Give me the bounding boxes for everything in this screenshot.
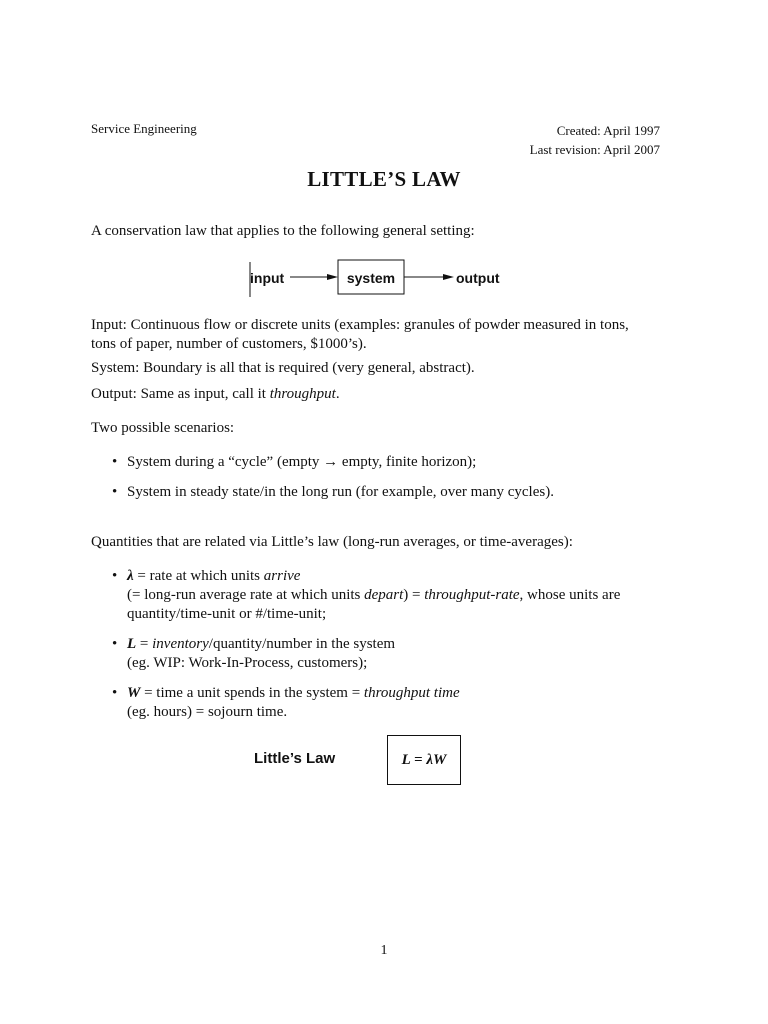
- diagram-output-label: output: [456, 270, 500, 286]
- lambda-symbol: λ: [127, 568, 134, 584]
- diagram-system-label: system: [346, 270, 396, 286]
- input-definition: [91, 316, 681, 354]
- bullet-mark: •: [112, 484, 118, 500]
- list-item: • System in steady state/in the long run (for example, over many cycles).: [112, 484, 554, 500]
- bullet-mark: •: [112, 636, 118, 652]
- page-number: 1: [380, 943, 388, 958]
- header-created: Created: April 1997: [556, 123, 660, 138]
- header-dates: [530, 121, 660, 159]
- diagram-input-label: input: [250, 270, 285, 286]
- scenarios-list: [91, 453, 691, 502]
- page-title: LITTLE’S LAW: [307, 167, 461, 191]
- intro-text: A conservation law that applies to the following general setting:: [91, 223, 475, 239]
- bullet-mark: •: [112, 454, 118, 470]
- output-definition: Output: Same as input, call it throughput.: [91, 386, 340, 402]
- L-symbol: L: [127, 636, 137, 652]
- bullet-mark: •: [112, 685, 118, 701]
- quantities-heading: Quantities that are related via Little’s law (long-run averages, or time-averages):: [91, 534, 573, 550]
- arrowhead-input: [327, 274, 338, 280]
- list-item: • System during a “cycle” (empty → empty, finite horizon);: [112, 454, 477, 470]
- input-definition-line2: tons of paper, number of customers, $1000’s).: [91, 336, 367, 352]
- header-course: Service Engineering: [91, 121, 197, 136]
- list-item-L: • L = inventory/quantity/number in the system (eg. WIP: Work-In-Process, customers);: [112, 636, 396, 671]
- W-symbol: W: [127, 685, 141, 701]
- header-revision: Last revision: April 2007: [529, 142, 660, 157]
- throughput-term: throughput: [269, 386, 336, 402]
- littles-law-formula: L = λW: [387, 735, 461, 785]
- list-item-lambda: • λ = rate at which units arrive (= long-run average rate at which units depart) = throughput-rate, whose units are quantity/time-unit or #/time-unit;: [112, 568, 621, 622]
- input-definition-line1: Input: Continuous flow or discrete units (examples: granules of powder measured in tons,: [91, 317, 629, 333]
- system-definition: System: Boundary is all that is required (very general, abstract).: [91, 360, 475, 376]
- list-item-W: • W = time a unit spends in the system = throughput time (eg. hours) = sojourn time.: [112, 685, 460, 720]
- littles-law-label: Little’s Law: [254, 750, 336, 767]
- scenarios-heading: Two possible scenarios:: [91, 420, 235, 436]
- quantities-list: [91, 567, 691, 722]
- arrowhead-output: [443, 274, 454, 280]
- bullet-mark: •: [112, 568, 118, 584]
